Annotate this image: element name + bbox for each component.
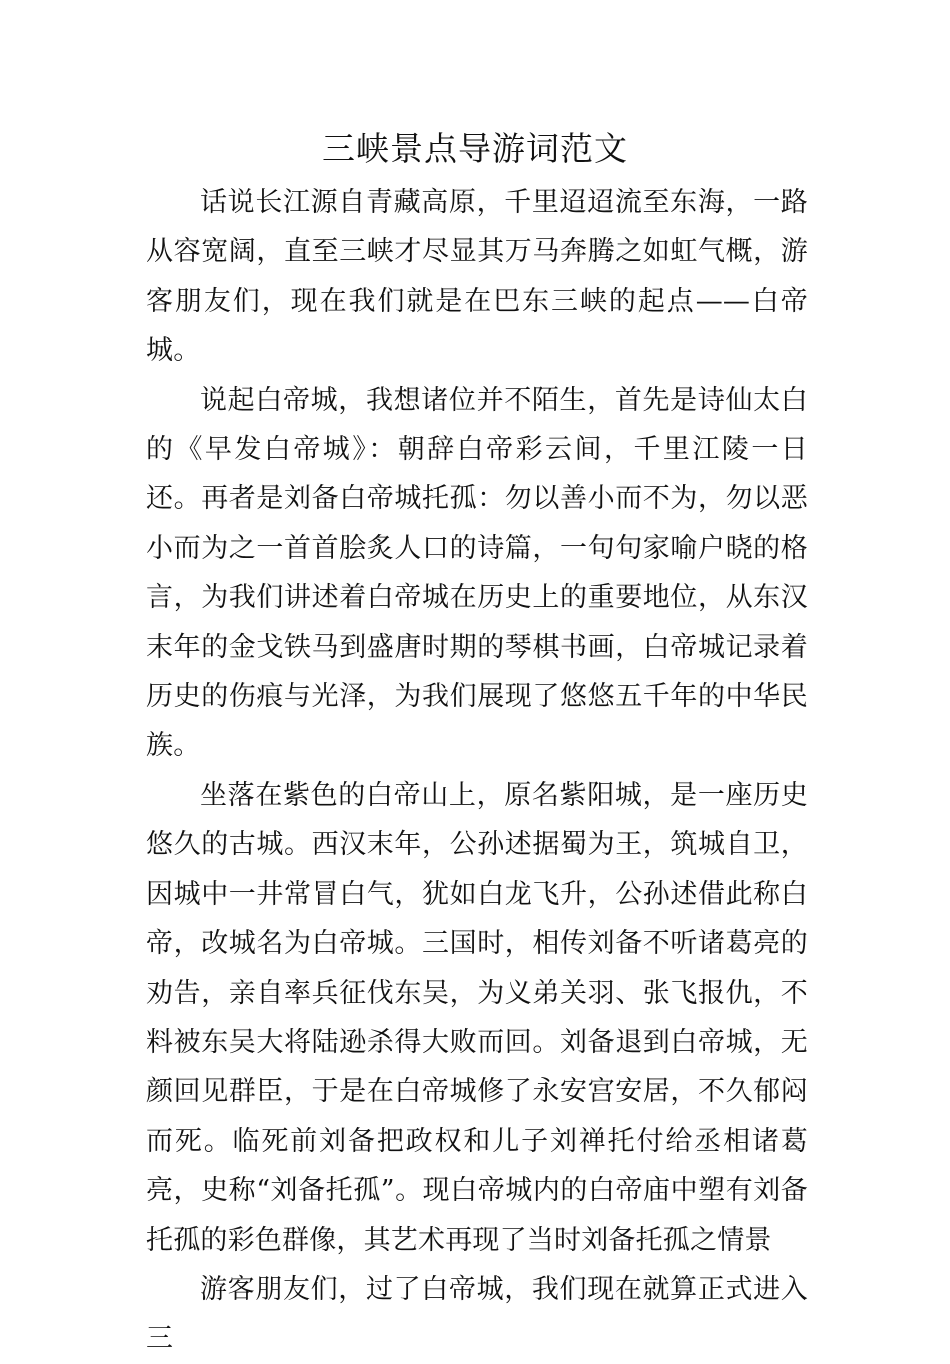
paragraph-2: 说起白帝城，我想诸位并不陌生，首先是诗仙太白的《早发白帝城》：朝辞白帝彩云间，千里江陵一日还。再者是刘备白帝城托孤：勿以善小而不为，勿以恶小而为之一首首脍炙人口的诗篇，一句句家喻户晓的格言，为我们讲述着白帝城在历史上的重要地位，从东汉末年的金戈铁马到盛唐时期的琴棋书画，白帝城记录着历史的伤痕与光泽，为我们展现了悠悠五千年的中华民族。 <box>146 384 808 762</box>
document-body <box>146 178 808 1364</box>
paragraph-3: 坐落在紫色的白帝山上，原名紫阳城，是一座历史悠久的古城。西汉末年，公孙述据蜀为王，筑城自卫，因城中一井常冒白气，犹如白龙飞升，公孙述借此称白帝，改城名为白帝城。三国时，相传刘备不听诸葛亮的劝告，亲自率兵征伐东吴，为义弟关羽、张飞报仇，不料被东吴大将陆逊杀得大败而回。刘备退到白帝城，无颜回见群臣，于是在白帝城修了永安宫安居，不久郁闷而死。临死前刘备把政权和儿子刘禅托付给丞相诸葛亮，史称“刘备托孤”。现白帝城内的白帝庙中塑有刘备托孤的彩色群像，其艺术再现了当时刘备托孤之情景 <box>146 779 808 1256</box>
paragraph-4: 游客朋友们，过了白帝城，我们现在就算正式进入三 <box>146 1273 808 1355</box>
paragraph-1: 话说长江源自青藏高原，千里迢迢流至东海，一路从容宽阔，直至三峡才尽显其万马奔腾之如虹气概，游客朋友们，现在我们就是在巴东三峡的起点——白帝城。 <box>146 187 808 367</box>
document-title: 三峡景点导游词范文 <box>322 129 628 168</box>
